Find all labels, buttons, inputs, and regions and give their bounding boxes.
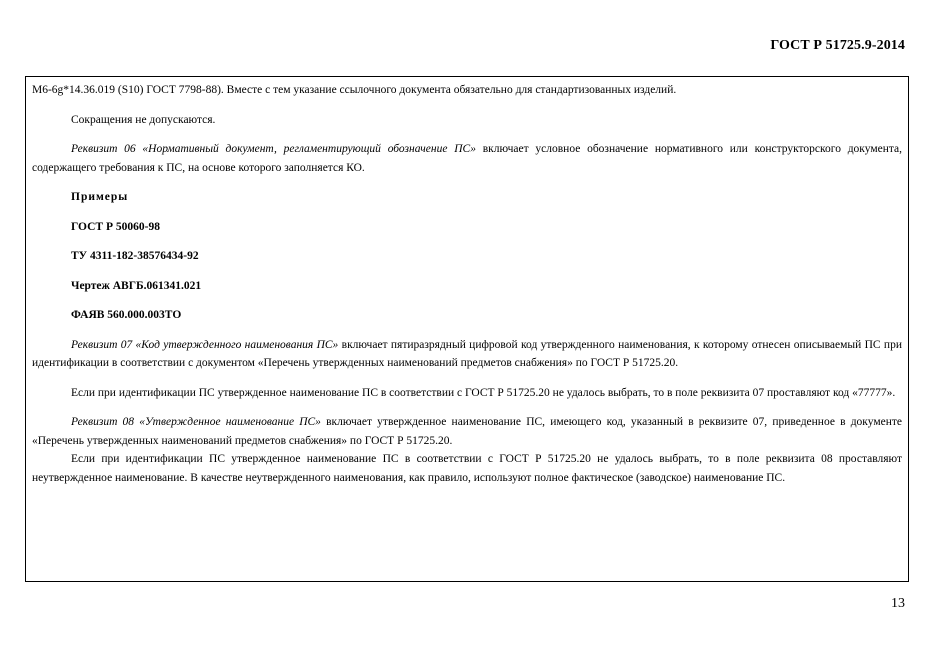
paragraph-standard-reference: М6-6g*14.36.019 (S10) ГОСТ 7798-88). Вместе с тем указание ссылочного документа обязательно для стандартизованных изделий. — [32, 84, 677, 96]
requisite-07-description: включает пятиразрядный цифровой код утвержденного наименования, к которому отнесен описываемый ПС при идентификации в соответствии с документом «Перечень утвержденных наименований предметов снабжения» по ГОСТ Р 51725.20. — [32, 338, 902, 369]
paragraph-no-abbreviations: Сокращения не допускаются. — [71, 113, 216, 126]
page-content — [32, 81, 902, 487]
requisite-08-description: включает утвержденное наименование ПС, имеющего код, указанный в реквизите 07, приведенное в документе «Перечень утвержденных наименований предметов снабжения» по ГОСТ Р 51725.20. — [32, 416, 902, 447]
examples-heading: Примеры — [71, 191, 129, 203]
example-item: ГОСТ Р 50060-98 — [71, 220, 160, 233]
example-item: Чертеж АВГБ.061341.021 — [71, 279, 202, 292]
requisite-08-term: Реквизит 08 «Утвержденное наименование ПС» — [71, 416, 321, 428]
paragraph-requisite-06 — [32, 140, 902, 177]
example-item: ТУ 4311-182-38576434-92 — [71, 250, 199, 262]
document-code: ГОСТ Р 51725.9-2014 — [770, 38, 905, 53]
requisite-06-description: включает условное обозначение нормативного или конструкторского документа, содержащего требования к ПС, на основе которого заполняется КО. — [32, 143, 903, 174]
requisite-06-term: Реквизит 06 «Нормативный документ, регламентирующий обозначение ПС» — [71, 143, 476, 155]
text-frame — [25, 76, 909, 582]
paragraph-code-77777: Если при идентификации ПС утвержденное наименование ПС в соответствии с ГОСТ Р 51725.20 не удалось выбрать, то в поле реквизита 07 проставляют код «77777». — [71, 386, 896, 399]
paragraph-requisite-07 — [32, 336, 902, 373]
paragraph-requisite-08 — [32, 413, 902, 450]
example-item: ФАЯВ 560.000.003ТО — [71, 309, 182, 321]
page-number: 13 — [891, 596, 905, 611]
paragraph-unapproved-name: Если при идентификации ПС утвержденное наименование ПС в соответствии с ГОСТ Р 51725.20 не удалось выбрать, то в поле реквизита 08 проставляют неутвержденное наименование. В качестве неутвержденного наименования, как правило, используют полное фактическое (заводское) наименование ПС. — [32, 453, 902, 484]
requisite-07-term: Реквизит 07 «Код утвержденного наименования ПС» — [71, 338, 339, 351]
